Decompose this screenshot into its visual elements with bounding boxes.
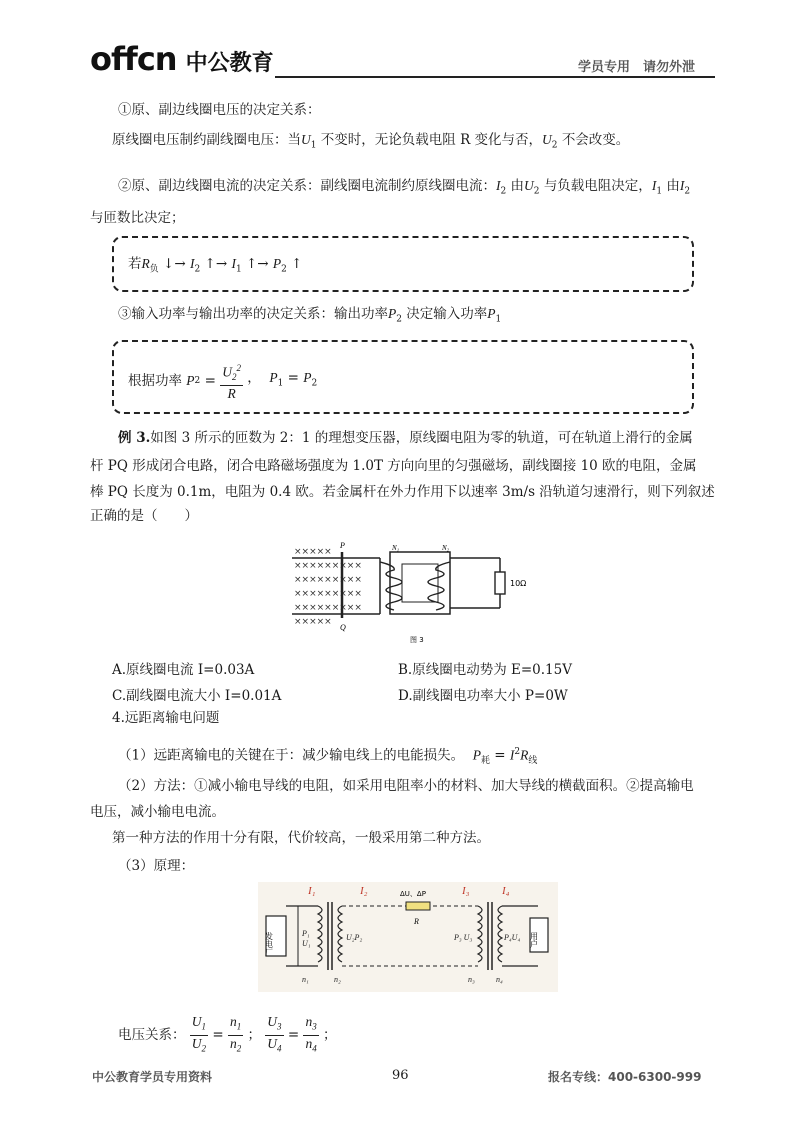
svg-text:n₁: n₁: [302, 975, 309, 984]
header-logo: [90, 40, 274, 80]
option-b: B.原线圈电动势为 E=0.15V: [398, 662, 572, 678]
section-4-principle: （3）原理：: [118, 858, 195, 874]
option-c: C.副线圈电流大小 I=0.01A: [112, 688, 282, 704]
page-number: 96: [392, 1068, 409, 1083]
svg-text:×××××××××: ×××××××××: [294, 561, 362, 571]
section-4-method-1: （2）方法：①减小输电导线的电阻，如采用电阻率小的材料、加大导线的横截面积。②提高输电: [118, 778, 694, 794]
header-rule: [275, 76, 715, 78]
fig4-loss-label: ΔU、ΔP: [400, 890, 426, 898]
formula-current-chain: 若$R_负$ ↓→ $I_2$ ↑→ $I_1$ ↑→ $P_2$ ↑: [128, 256, 303, 275]
footer-left: 中公教育学员专用资料: [92, 1070, 213, 1084]
header-right-text: 学员专用 请勿外泄: [578, 60, 696, 75]
svg-text:R: R: [414, 917, 419, 926]
svg-text:U₂P₂: U₂P₂: [346, 933, 363, 942]
para-current-rule: ②原、副边线圈电流的决定关系：副线圈电流制约原线圈电流：$I_2$ 由$U_2$ 与负载电阻决定，$I_1$ 由$I_2$: [118, 178, 691, 197]
svg-text:I₄: I₄: [502, 885, 510, 897]
section-4-note: 第一种方法的作用十分有限，代价较高，一般采用第二种方法。: [112, 830, 490, 846]
fig3-caption: 图 3: [410, 636, 424, 644]
para-power-rule: ③输入功率与输出功率的决定关系：输出功率$P_2$ 决定输入功率$P_1$: [118, 306, 502, 325]
para-current-rule-cont: 与匝数比决定；: [90, 210, 185, 226]
fig4-user: 用户: [529, 932, 539, 948]
svg-text:n₃: n₃: [468, 975, 475, 984]
svg-text:n₂: n₂: [334, 975, 341, 984]
para-voltage-title: ①原、副边线圈电压的决定关系：: [118, 102, 321, 118]
svg-text:N₂: N₂: [442, 544, 450, 552]
svg-text:I₁: I₁: [308, 885, 316, 897]
formula-power: 根据功率 P2 = $\frac{U_2^2}{R}$ ， $P_1 = P_2$: [128, 360, 317, 402]
footer-right: 报名专线：400-6300-999: [548, 1070, 702, 1084]
svg-text:P₁: P₁: [302, 929, 310, 938]
svg-text:×××××: ×××××: [294, 547, 332, 557]
figure-transmission: [258, 882, 558, 992]
option-a: A.原线圈电流 I=0.03A: [112, 662, 255, 678]
svg-text:×××××××××: ×××××××××: [294, 589, 362, 599]
svg-text:I₂: I₂: [360, 885, 368, 897]
fig4-power-plant: 发电厂: [264, 932, 274, 956]
voltage-relation: 电压关系： $\frac{U_1}{U_2}$ = $\frac{n_1}{n_2}$ ； $\frac{U_3}{U_4}$ = $\frac{n_3}{n_4}$ ；: [118, 1014, 337, 1054]
example-line-2: 杆 PQ 形成闭合电路，闭合电路磁场强度为 1.0T 方向向里的匀强磁场，副线圈接 10 欧的电阻，金属: [90, 458, 697, 474]
figure-3-transformer: [290, 538, 550, 648]
option-d: D.副线圈电功率大小 P=0W: [398, 688, 568, 704]
svg-text:n₄: n₄: [496, 975, 503, 984]
svg-text:I₃: I₃: [462, 885, 470, 897]
example-line-1: 例 3.如图 3 所示的匝数为 2：1 的理想变压器，原线圈电阻为零的轨道，可在轨道上滑行的金属: [118, 430, 693, 446]
svg-text:P: P: [340, 541, 345, 550]
svg-text:N₁: N₁: [392, 544, 400, 552]
svg-text:×××××××××: ×××××××××: [294, 603, 362, 613]
example-line-3: 棒 PQ 长度为 0.1m，电阻为 0.4 欧。若金属杆在外力作用下以速率 3m/s 沿轨道匀速滑行，则下列叙述: [90, 484, 715, 500]
example-line-4: 正确的是（ ）: [90, 508, 198, 524]
section-4-key: （1）远距离输电的关键在于：减少输电线上的电能损失。 $P_耗 = I^2R_线$: [118, 747, 538, 767]
svg-text:P₄U₄: P₄U₄: [504, 933, 521, 942]
section-4-method-2: 电压，减小输电电流。: [90, 804, 225, 820]
logo-latin: offcn: [90, 40, 177, 78]
svg-text:U₁: U₁: [302, 939, 311, 948]
svg-text:P₃ U₃: P₃ U₃: [454, 933, 473, 942]
section-4-title: 4.远距离输电问题: [112, 710, 220, 726]
svg-text:Q: Q: [340, 623, 346, 632]
svg-text:×××××××××: ×××××××××: [294, 575, 362, 585]
svg-text:×××××: ×××××: [294, 617, 332, 627]
fig3-resistor-label: 10Ω: [510, 579, 527, 588]
para-voltage-rule: 原线圈电压制约副线圈电压：当$U_1$ 不变时，无论负载电阻 R 变化与否，$U_2$ 不会改变。: [112, 132, 630, 151]
logo-cn: 中公教育: [185, 51, 274, 76]
